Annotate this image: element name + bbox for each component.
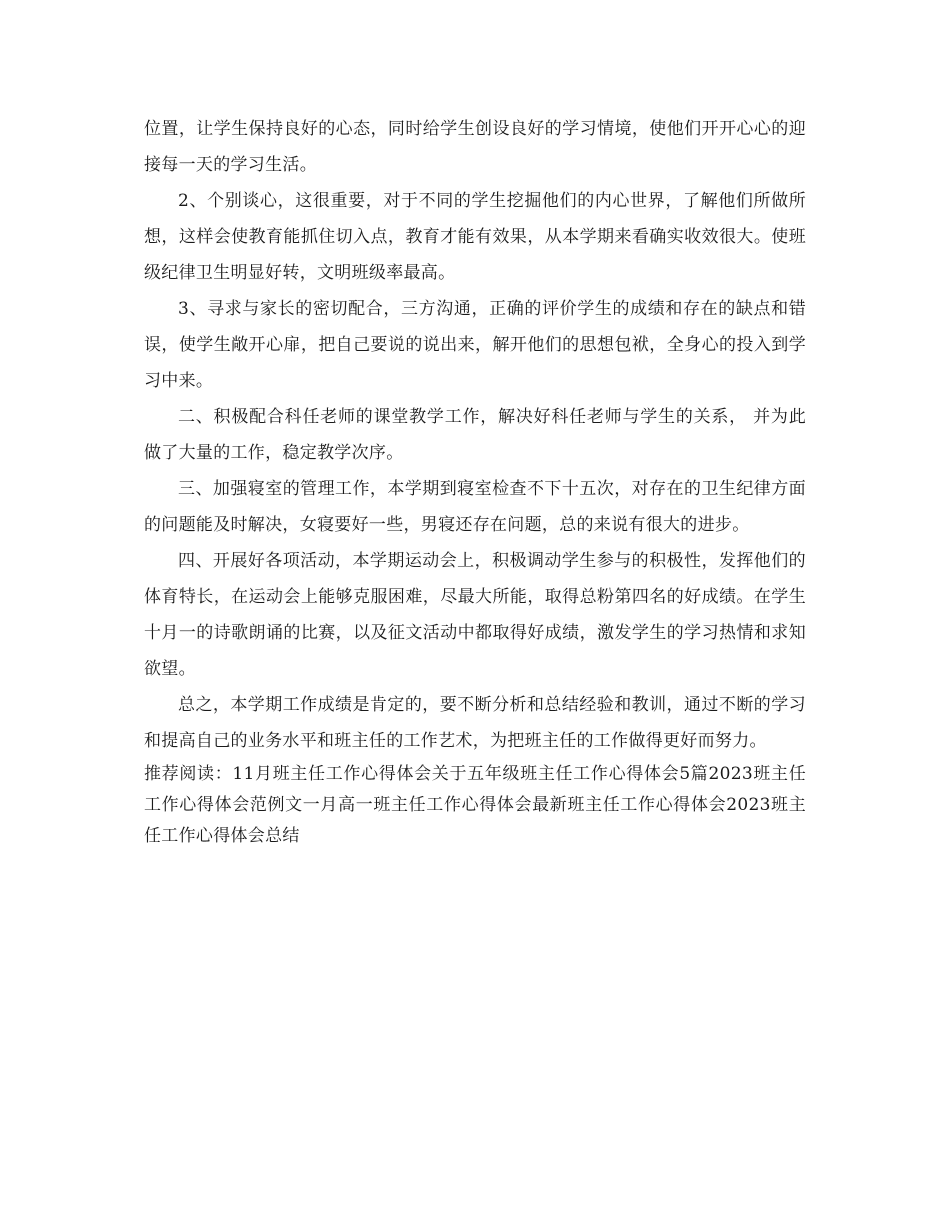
paragraph-teacher-cooperation: 二、积极配合科任老师的课堂教学工作，解决好科任老师与学生的关系， 并为此做了大量的工作，稳定教学次序。 bbox=[144, 407, 806, 463]
document-body bbox=[144, 111, 806, 852]
paragraph-parent-cooperation: 3、寻求与家长的密切配合，三方沟通，正确的评价学生的成绩和存在的缺点和错误，使学生敞开心扉，把自己要说的说出来，解开他们的思想包袱，全身心的投入到学习中来。 bbox=[144, 299, 806, 391]
paragraph-dormitory-management: 三、加强寝室的管理工作，本学期到寝室检查不下十五次，对存在的卫生纪律方面的问题能及时解决，女寝要好一些，男寝还存在问题，总的来说有很大的进步。 bbox=[144, 479, 806, 535]
paragraph-continuation: 位置，让学生保持良好的心态，同时给学生创设良好的学习情境，使他们开开心心的迎接每一天的学习生活。 bbox=[144, 119, 806, 175]
recommended-reading[interactable]: 推荐阅读：11月班主任工作心得体会关于五年级班主任工作心得体会5篇2023班主任工作心得体会范例文一月高一班主任工作心得体会最新班主任工作心得体会2023班主任工作心得体会总结 bbox=[144, 764, 806, 846]
paragraph-conclusion: 总之，本学期工作成绩是肯定的，要不断分析和总结经验和教训，通过不断的学习和提高自己的业务水平和班主任的工作艺术，为把班主任的工作做得更好而努力。 bbox=[144, 695, 806, 751]
paragraph-activities: 四、开展好各项活动，本学期运动会上，积极调动学生参与的积极性，发挥他们的体育特长，在运动会上能够克服困难，尽最大所能，取得总粉第四名的好成绩。在学生十月一的诗歌朗诵的比赛，以及征文活动中都取得好成绩，激发学生的学习热情和求知欲望。 bbox=[144, 551, 806, 679]
paragraph-individual-talks: 2、个别谈心，这很重要，对于不同的学生挖掘他们的内心世界，了解他们所做所想，这样会使教育能抓住切入点，教育才能有效果，从本学期来看确实收效很大。使班级纪律卫生明显好转，文明班级率最高。 bbox=[144, 191, 806, 283]
